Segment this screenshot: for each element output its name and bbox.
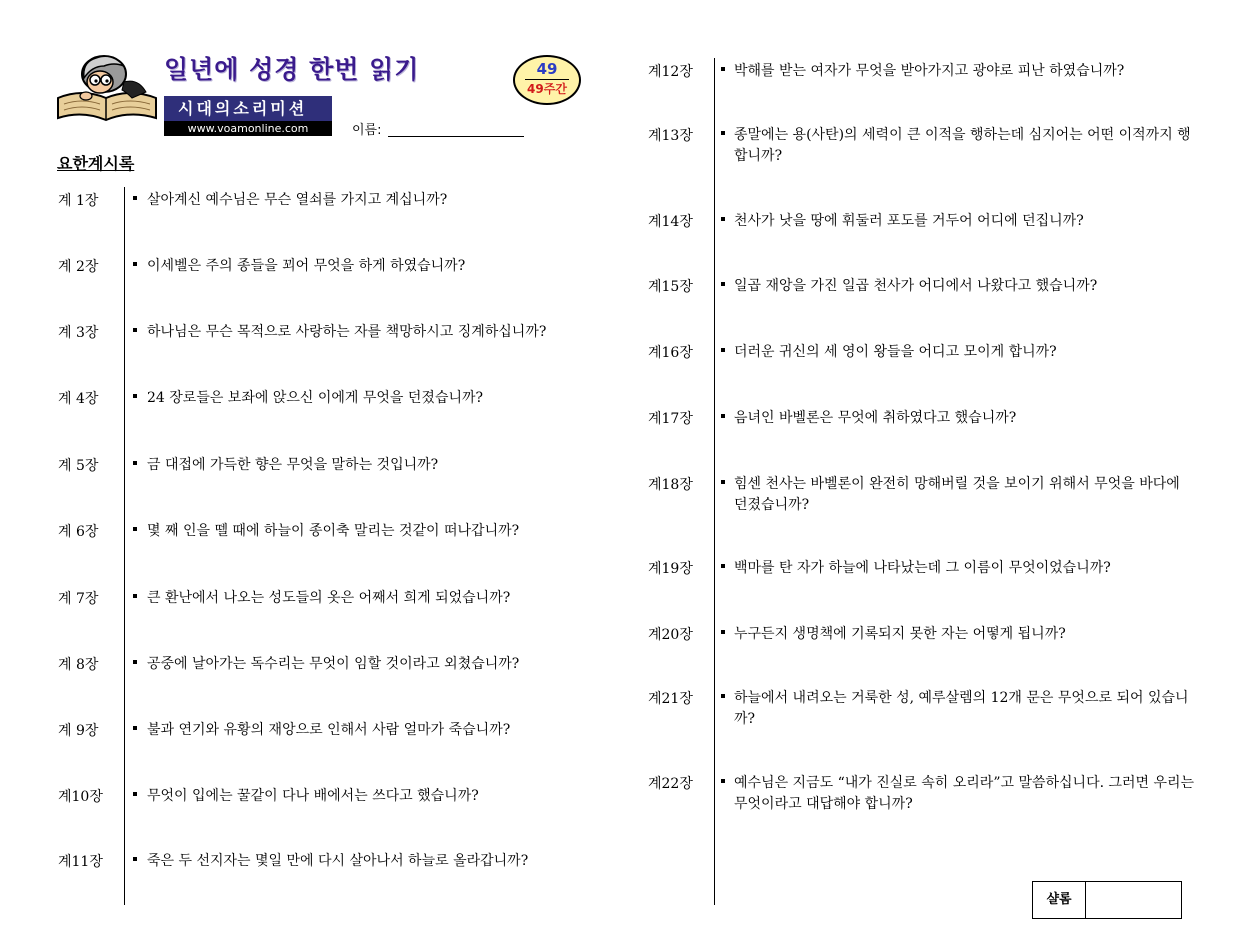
question-text: 음녀인 바벨론은 무엇에 취하였다고 했습니까? [734,410,1017,426]
question-text: 24 장로들은 보좌에 앉으신 이에게 무엇을 던졌습니까? [147,390,484,406]
question-text: 힘센 천사는 바벨론이 완전히 망해버릴 것을 보이기 위해서 무엇을 바다에 던졌습니까? [734,476,1180,513]
chapter-label: 계11장 [58,854,103,870]
chapter-label: 계16장 [648,345,693,361]
bullet-icon [133,262,137,266]
bullet-icon [133,328,137,332]
reading-boy-illustration [52,52,160,126]
chapter-label: 계 5장 [58,458,99,474]
bullet-icon [721,779,725,783]
chapter-label: 계20장 [648,627,693,643]
bullet-icon [721,564,725,568]
bullet-icon [133,857,137,861]
chapter-label: 계 9장 [58,723,99,739]
chapter-label: 계15장 [648,279,693,295]
chapter-label: 계22장 [648,776,693,792]
bullet-icon [133,394,137,398]
question-text: 박해를 받는 여자가 무엇을 받아가지고 광야로 피난 하였습니까? [734,63,1125,79]
name-field-label: 이름: [352,123,382,138]
bullet-icon [721,282,725,286]
bullet-icon [133,461,137,465]
chapter-label: 계21장 [648,691,693,707]
chapter-label: 계10장 [58,789,103,805]
chapter-label: 계 6장 [58,524,99,540]
question-text: 백마를 탄 자가 하늘에 나타났는데 그 이름이 무엇이었습니까? [734,560,1111,576]
bullet-icon [133,527,137,531]
bullet-icon [133,792,137,796]
bullet-icon [133,726,137,730]
week-badge-label: 49주간 [527,82,567,96]
chapter-label: 계13장 [648,128,693,144]
chapter-label: 계19장 [648,561,693,577]
question-text: 이세벨은 주의 종들을 꾀어 무엇을 하게 하였습니까? [147,258,466,274]
book-title: 요한계시록 [57,154,135,173]
bullet-icon [133,594,137,598]
brand-banner: 시대의소리미션 [164,96,332,122]
question-text: 살아계신 예수님은 무슨 열쇠를 가지고 계십니까? [147,192,448,208]
bullet-icon [721,67,725,71]
week-badge [513,55,581,105]
question-text: 종말에는 용(사탄)의 세력이 큰 이적을 행하는데 심지어는 어떤 이적까지 행합니까? [734,127,1191,164]
chapter-label: 계18장 [648,477,693,493]
chapter-label: 계12장 [648,64,693,80]
question-text: 누구든지 생명책에 기록되지 못한 자는 어떻게 됩니까? [734,626,1066,642]
question-text: 일곱 재앙을 가진 일곱 천사가 어디에서 나왔다고 했습니까? [734,278,1098,294]
chapter-label: 계 2장 [58,259,99,275]
bullet-icon [721,480,725,484]
question-text: 하나님은 무슨 목적으로 사랑하는 자를 책망하시고 징계하십니까? [147,324,547,340]
bullet-icon [721,630,725,634]
brand-url: www.voamonline.com [164,121,332,136]
name-field-line [388,136,524,137]
question-text: 공중에 날아가는 독수리는 무엇이 임할 것이라고 외쳤습니까? [147,656,520,672]
question-text: 죽은 두 선지자는 몇일 만에 다시 살아나서 하늘로 올라갑니까? [147,853,529,869]
page-title: 일년에 성경 한번 읽기 [164,55,420,84]
chapter-label: 계 8장 [58,657,99,673]
chapter-label: 계14장 [648,214,693,230]
chapter-label: 계 3장 [58,325,99,341]
bullet-icon [721,131,725,135]
question-text: 불과 연기와 유황의 재앙으로 인해서 사람 얼마가 죽습니까? [147,722,511,738]
bullet-icon [721,217,725,221]
question-text: 큰 환난에서 나오는 성도들의 옷은 어째서 희게 되었습니까? [147,590,511,606]
question-text: 하늘에서 내려오는 거룩한 성, 예루살렘의 12개 문은 무엇으로 되어 있습니까? [734,690,1189,727]
right-column-divider [714,58,715,905]
shalom-label: 샬롬 [1033,882,1086,918]
shalom-box [1032,881,1182,919]
bullet-icon [133,196,137,200]
bullet-icon [721,348,725,352]
question-text: 예수님은 지금도 “내가 진실로 속히 오리라”고 말씀하십니다. 그러면 우리는 무엇이라고 대답해야 합니까? [734,775,1195,812]
question-text: 더러운 귀신의 세 영이 왕들을 어디고 모이게 합니까? [734,344,1057,360]
chapter-label: 계 4장 [58,391,99,407]
question-text: 천사가 낫을 땅에 휘둘러 포도를 거두어 어디에 던집니까? [734,213,1084,229]
week-badge-number: 49 [536,60,558,78]
left-column-divider [124,187,125,905]
question-text: 몇 째 인을 뗄 때에 하늘이 종이축 말리는 것같이 떠나갑니까? [147,523,520,539]
bullet-icon [721,694,725,698]
chapter-label: 계 7장 [58,591,99,607]
bullet-icon [721,414,725,418]
question-text: 무엇이 입에는 꿀같이 다나 배에서는 쓰다고 했습니까? [147,788,479,804]
chapter-label: 계 1장 [58,193,99,209]
bullet-icon [133,660,137,664]
question-text: 금 대접에 가득한 향은 무엇을 말하는 것입니까? [147,457,439,473]
chapter-label: 계17장 [648,411,693,427]
